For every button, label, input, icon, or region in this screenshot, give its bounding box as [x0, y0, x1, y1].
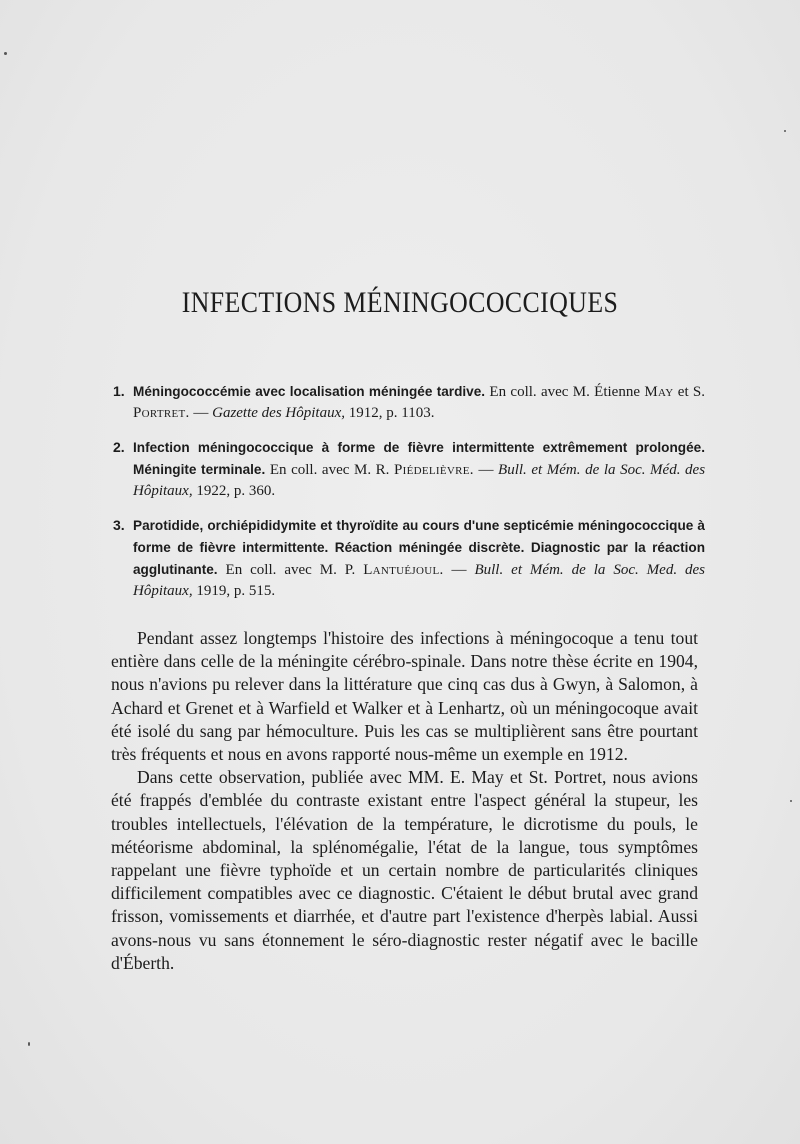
reference-pages: 1922, p. 360. — [196, 483, 276, 499]
reference-item — [113, 381, 705, 424]
scan-speck — [784, 130, 786, 132]
body-text — [111, 627, 698, 975]
reference-author: Portret. — [133, 405, 190, 421]
reference-author: Lantuéjoul. — [363, 562, 444, 578]
reference-author: Piédelièvre. — [394, 462, 474, 478]
reference-pages: 1919, p. 515. — [196, 583, 276, 599]
reference-title: Parotidide, orchiépididymite et thyroïdite au cours d'une septicémie méningococcique à forme de fièvre intermittente. Réaction méningée discrète. Diagnostic par la réaction agglutinante. — [133, 518, 705, 577]
reference-item — [113, 437, 705, 502]
reference-author: May — [644, 384, 674, 400]
reference-source: Gazette des Hôpitaux, — [212, 405, 345, 421]
reference-collaboration: En coll. avec M. Étienne — [489, 384, 640, 400]
reference-source: Bull. et Mém. de la Soc. Med. des Hôpitaux, — [133, 562, 706, 599]
reference-dash: — — [478, 462, 494, 478]
reference-pages: 1912, p. 1103. — [348, 405, 435, 421]
page-title: INFECTIONS MÉNINGOCOCCIQUES — [181, 286, 619, 319]
reference-number: 1. — [113, 383, 125, 399]
reference-number: 3. — [113, 517, 125, 533]
reference-list — [113, 381, 705, 615]
reference-dash: — — [193, 405, 209, 421]
body-paragraph: Pendant assez longtemps l'histoire des infections à méningocoque a tenu tout entière dans celle de la méningite cérébro-spinale. Dans notre thèse écrite en 1904, nous n'avions pu relever dans la littérature que cinq cas dus à Gwyn, à Salomon, à Achard et Grenet et à Warfield et Walker et à Lenhartz, où un méningocoque avait été isolé du sang par hémoculture. Puis les cas se multiplièrent sans être pourtant très fréquents et nous en avons rapporté nous-même un exemple en 1912. — [111, 628, 698, 765]
body-paragraph: Dans cette observation, publiée avec MM. E. May et St. Portret, nous avions été frappés d'emblée du contraste existant entre l'aspect général la stupeur, les troubles intellectuels, l'élévation de la température, le dicrotisme du pouls, le météorisme abdominal, la splénomégalie, l'état de la langue, tous symptômes rappelant une fièvre typhoïde et un certain nombre de particularités cliniques difficilement compatibles avec ce diagnostic. C'étaient le début brutal avec grand frisson, vomissements et diarrhée, et d'autre part l'existence d'herpès labial. Aussi avons-nous vu sans étonnement le séro-diagnostic rester négatif avec le bacille d'Éberth. — [111, 767, 698, 973]
reference-title: Infection méningococcique à forme de fièvre intermittente extrêmement prolongée. Méningite terminale. — [133, 440, 705, 477]
reference-dash: — — [451, 562, 467, 578]
reference-item — [113, 515, 705, 602]
reference-collaboration: En coll. avec M. R. — [269, 462, 390, 478]
reference-collaboration: En coll. avec M. P. — [225, 562, 356, 578]
scan-speck — [790, 800, 792, 802]
scan-speck — [28, 1042, 30, 1046]
reference-source: Bull. et Mém. de la Soc. Méd. des Hôpitaux, — [133, 462, 706, 499]
reference-title: Méningococcémie avec localisation méningée tardive. — [133, 384, 486, 399]
reference-conjunction: et S. — [677, 384, 706, 400]
scan-speck — [4, 52, 7, 55]
reference-number: 2. — [113, 439, 125, 455]
